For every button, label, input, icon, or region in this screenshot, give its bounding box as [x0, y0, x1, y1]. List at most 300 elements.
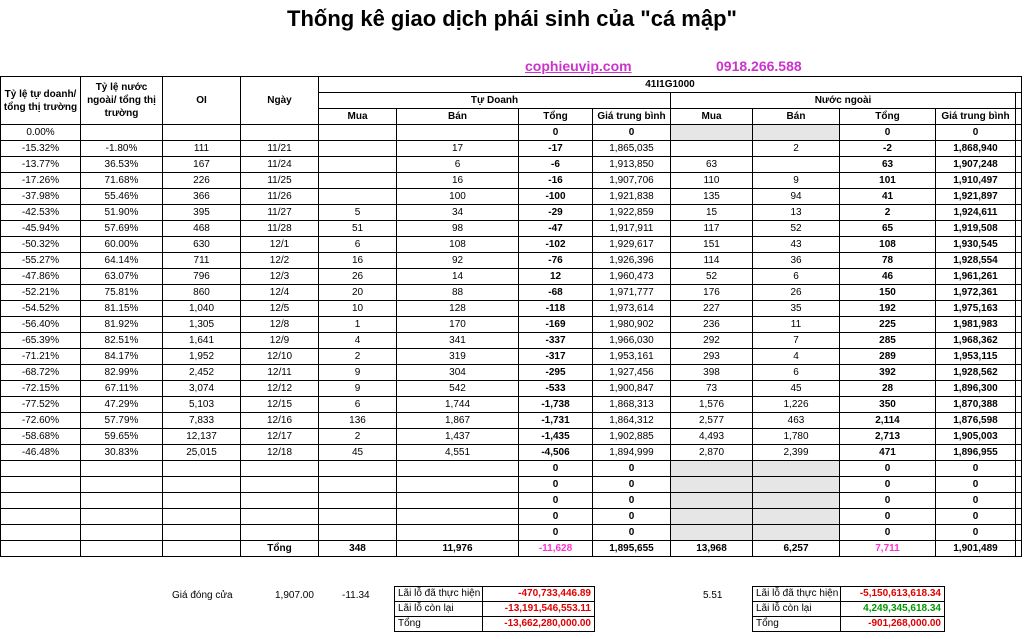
cell-nn-gia: 1,921,897 — [936, 189, 1016, 205]
cell-oi: 1,305 — [163, 317, 241, 333]
cell-td-gia: 1,966,030 — [593, 333, 671, 349]
total-row — [1, 541, 1022, 557]
cell-tu-doanh-ratio: -77.52% — [1, 397, 81, 413]
cell-td-tong: -76 — [519, 253, 593, 269]
table-row — [1, 237, 1022, 253]
table-row — [1, 317, 1022, 333]
cell-nn-ban: 1,226 — [753, 397, 840, 413]
cell-td-gia: 1,917,911 — [593, 221, 671, 237]
total-td-ban: 11,976 — [397, 541, 519, 557]
cell-oi: 395 — [163, 205, 241, 221]
table-row-initial: 0.00% 0 0 0 0 — [1, 125, 1022, 141]
cell-nuoc-ngoai-ratio: 47.29% — [81, 397, 163, 413]
table-row — [1, 173, 1022, 189]
cell-nn-ban: 7 — [753, 333, 840, 349]
cell-nn-ban: 13 — [753, 205, 840, 221]
cell-nn-mua: 176 — [671, 285, 753, 301]
header-td-ban: Bán — [397, 109, 519, 125]
cell-nn-tong: 63 — [840, 157, 936, 173]
cell-nn-ban: 36 — [753, 253, 840, 269]
total-nn-mua: 13,968 — [671, 541, 753, 557]
cell-nn-gia: 0 — [936, 461, 1016, 477]
cell-nn-mua: 135 — [671, 189, 753, 205]
cell-nn-mua: 73 — [671, 381, 753, 397]
cell-nuoc-ngoai-ratio: 75.81% — [81, 285, 163, 301]
cell-td-gia: 1,980,902 — [593, 317, 671, 333]
cell-nn-tong: 289 — [840, 349, 936, 365]
cell-td-gia: 1,960,473 — [593, 269, 671, 285]
cell-date: 12/12 — [241, 381, 319, 397]
cell-nn-ban: 2,399 — [753, 445, 840, 461]
cell-nn-ban: 45 — [753, 381, 840, 397]
table-row — [1, 429, 1022, 445]
cell-td-tong: -317 — [519, 349, 593, 365]
cell-oi: 366 — [163, 189, 241, 205]
cell-nn-tong: 0 — [840, 461, 936, 477]
table-row — [1, 333, 1022, 349]
header-nn-gia: Giá trung bình — [936, 109, 1016, 125]
cell-nn-tong: 101 — [840, 173, 936, 189]
cell-td-ban: 98 — [397, 221, 519, 237]
cell-nn-mua: 398 — [671, 365, 753, 381]
cell-nn-mua: 292 — [671, 333, 753, 349]
cell-tu-doanh-ratio: -54.52% — [1, 301, 81, 317]
cell-date: 12/11 — [241, 365, 319, 381]
cell-nn-tong: 41 — [840, 189, 936, 205]
cell-td-mua: 16 — [319, 253, 397, 269]
cell-tu-doanh-ratio: -37.98% — [1, 189, 81, 205]
cell-tu-doanh-ratio: -45.94% — [1, 221, 81, 237]
header-ngay: Ngày — [241, 77, 319, 125]
cell-nuoc-ngoai-ratio: 51.90% — [81, 205, 163, 221]
cell-nn-gia: 1,919,508 — [936, 221, 1016, 237]
cell-td-mua: 1 — [319, 317, 397, 333]
cell-date: 11/25 — [241, 173, 319, 189]
cell-nn-mua: 2,577 — [671, 413, 753, 429]
td-pnl-table: Lãi lỗ đã thực hiện -470,733,446.89 Lãi lỗ còn lại -13,191,546,553.11 Tổng -13,662,280,000.00 — [394, 586, 595, 632]
cell-td-ban: 170 — [397, 317, 519, 333]
cell-nn-gia: 1,928,562 — [936, 365, 1016, 381]
table-row-empty — [1, 461, 1022, 477]
cell-oi: 25,015 — [163, 445, 241, 461]
cell-nn-ban: 2 — [753, 141, 840, 157]
cell-tu-doanh-ratio: -13.77% — [1, 157, 81, 173]
table-row — [1, 269, 1022, 285]
cell-td-tong: -17 — [519, 141, 593, 157]
cell-nn-gia: 1,870,388 — [936, 397, 1016, 413]
header-ty-le-nuoc-ngoai: Tỷ lệ nước ngoài/ tổng thị trường — [81, 77, 163, 125]
cell-nuoc-ngoai-ratio: 82.51% — [81, 333, 163, 349]
cell-nuoc-ngoai-ratio: 84.17% — [81, 349, 163, 365]
cell-oi: 2,452 — [163, 365, 241, 381]
cell-td-tong: -1,731 — [519, 413, 593, 429]
cell-td-gia: 1,927,456 — [593, 365, 671, 381]
cell-td-gia: 1,929,617 — [593, 237, 671, 253]
table-row — [1, 157, 1022, 173]
cell-td-mua: 2 — [319, 349, 397, 365]
cell-nuoc-ngoai-ratio: 30.83% — [81, 445, 163, 461]
cell-td-gia: 1,902,885 — [593, 429, 671, 445]
cell-nn-gia: 1,981,983 — [936, 317, 1016, 333]
table-row — [1, 205, 1022, 221]
cell-nn-tong: 2,713 — [840, 429, 936, 445]
cell-nuoc-ngoai-ratio: 57.79% — [81, 413, 163, 429]
cell-td-ban: 88 — [397, 285, 519, 301]
cell-oi: 7,833 — [163, 413, 241, 429]
cell-date: 12/15 — [241, 397, 319, 413]
cell-nuoc-ngoai-ratio: 71.68% — [81, 173, 163, 189]
site-link[interactable]: cophieuvip.com — [525, 58, 632, 74]
cell-nn-gia: 1,876,598 — [936, 413, 1016, 429]
td-realized: -470,733,446.89 — [483, 587, 595, 602]
cell-td-gia: 0 — [593, 493, 671, 509]
cell-td-ban: 92 — [397, 253, 519, 269]
header-td-tong: Tổng — [519, 109, 593, 125]
cell-date: 11/24 — [241, 157, 319, 173]
table-row — [1, 189, 1022, 205]
cell-td-tong: -337 — [519, 333, 593, 349]
cell-td-mua: 51 — [319, 221, 397, 237]
cell-td-mua — [319, 141, 397, 157]
table-row — [1, 397, 1022, 413]
data-table — [0, 76, 1022, 557]
cell-td-mua: 20 — [319, 285, 397, 301]
cell-td-gia: 1,894,999 — [593, 445, 671, 461]
table-row — [1, 381, 1022, 397]
total-nn-tong: 7,711 — [840, 541, 936, 557]
cell-nn-mua: 110 — [671, 173, 753, 189]
cell-td-gia: 1,926,396 — [593, 253, 671, 269]
cell-td-tong: -68 — [519, 285, 593, 301]
cell-td-mua: 6 — [319, 397, 397, 413]
cell-nn-ban — [753, 157, 840, 173]
cell-nn-mua: 293 — [671, 349, 753, 365]
cell-td-gia: 0 — [593, 461, 671, 477]
total-td-tong: -11,628 — [519, 541, 593, 557]
cell-date: 12/3 — [241, 269, 319, 285]
table-row — [1, 365, 1022, 381]
cell-nn-mua: 227 — [671, 301, 753, 317]
cell-td-ban: 341 — [397, 333, 519, 349]
cell-td-ban: 1,867 — [397, 413, 519, 429]
cell-td-gia: 1,973,614 — [593, 301, 671, 317]
cell-tu-doanh-ratio: -72.15% — [1, 381, 81, 397]
cell-nn-tong: 0 — [840, 477, 936, 493]
cell-nn-mua: 52 — [671, 269, 753, 285]
cell-tu-doanh-ratio: -50.32% — [1, 237, 81, 253]
cell-nn-gia: 1,924,611 — [936, 205, 1016, 221]
cell-oi: 3,074 — [163, 381, 241, 397]
table-row-empty — [1, 525, 1022, 541]
cell-tu-doanh-ratio: -47.86% — [1, 269, 81, 285]
cell-nn-mua: 236 — [671, 317, 753, 333]
table-row — [1, 349, 1022, 365]
header-nn-ban: Bán — [753, 109, 840, 125]
cell-oi: 796 — [163, 269, 241, 285]
nn-pnl-table: Lãi lỗ đã thực hiện -5,150,613,618.34 Lãi lỗ còn lại 4,249,345,618.34 Tổng -901,268,000.00 — [752, 586, 945, 632]
td-diff: -11.34 — [342, 590, 370, 601]
table-row — [1, 301, 1022, 317]
cell-nn-tong: 350 — [840, 397, 936, 413]
table-row — [1, 285, 1022, 301]
header-contract: 41I1G1000 — [319, 77, 1022, 93]
cell-nn-gia: 1,896,955 — [936, 445, 1016, 461]
td-total: -13,662,280,000.00 — [483, 617, 595, 632]
cell-nn-gia: 1,868,940 — [936, 141, 1016, 157]
cell-nn-ban: 26 — [753, 285, 840, 301]
cell-td-mua: 10 — [319, 301, 397, 317]
cell-nn-tong: 0 — [840, 509, 936, 525]
cell-tu-doanh-ratio: -52.21% — [1, 285, 81, 301]
cell-nn-ban: 35 — [753, 301, 840, 317]
cell-nn-gia: 0 — [936, 477, 1016, 493]
cell-td-ban: 100 — [397, 189, 519, 205]
header-ty-le-tu-doanh: Tỷ lệ tự doanh/ tổng thị trường — [1, 77, 81, 125]
cell-td-tong: -4,506 — [519, 445, 593, 461]
cell-td-gia: 1,953,161 — [593, 349, 671, 365]
cell-nn-mua: 2,870 — [671, 445, 753, 461]
cell-tu-doanh-ratio: -72.60% — [1, 413, 81, 429]
cell-nn-ban: 94 — [753, 189, 840, 205]
cell-td-ban: 304 — [397, 365, 519, 381]
cell-nn-ban: 1,780 — [753, 429, 840, 445]
cell-date: 11/21 — [241, 141, 319, 157]
cell-nn-mua — [671, 141, 753, 157]
cell-td-tong: -29 — [519, 205, 593, 221]
cell-oi: 226 — [163, 173, 241, 189]
cell-td-tong: -1,435 — [519, 429, 593, 445]
cell-oi: 111 — [163, 141, 241, 157]
cell-td-tong: 0 — [519, 493, 593, 509]
table-row — [1, 413, 1022, 429]
cell-td-mua: 6 — [319, 237, 397, 253]
cell-nuoc-ngoai-ratio: 60.00% — [81, 237, 163, 253]
cell-nuoc-ngoai-ratio: 63.07% — [81, 269, 163, 285]
td-remaining: -13,191,546,553.11 — [483, 602, 595, 617]
cell-nuoc-ngoai-ratio: 82.99% — [81, 365, 163, 381]
cell-td-tong: -16 — [519, 173, 593, 189]
cell-nuoc-ngoai-ratio: 55.46% — [81, 189, 163, 205]
cell-date: 12/16 — [241, 413, 319, 429]
header-td-mua: Mua — [319, 109, 397, 125]
cell-oi: 630 — [163, 237, 241, 253]
cell-nn-mua: 4,493 — [671, 429, 753, 445]
total-nn-ban: 6,257 — [753, 541, 840, 557]
cell-nuoc-ngoai-ratio: 81.92% — [81, 317, 163, 333]
cell-td-gia: 1,900,847 — [593, 381, 671, 397]
table-row — [1, 221, 1022, 237]
cell-date: 12/10 — [241, 349, 319, 365]
cell-nn-gia: 1,972,361 — [936, 285, 1016, 301]
cell-nn-mua: 151 — [671, 237, 753, 253]
cell-tu-doanh-ratio: -55.27% — [1, 253, 81, 269]
table-row-empty — [1, 493, 1022, 509]
cell-date: 12/9 — [241, 333, 319, 349]
table-row — [1, 253, 1022, 269]
cell-nn-tong: 285 — [840, 333, 936, 349]
cell-td-ban: 1,437 — [397, 429, 519, 445]
cell-nn-tong: -2 — [840, 141, 936, 157]
cell-td-tong: 0 — [519, 461, 593, 477]
nn-remaining: 4,249,345,618.34 — [841, 602, 945, 617]
cell-date: 12/2 — [241, 253, 319, 269]
close-price-label: Giá đóng cửa — [172, 590, 233, 601]
cell-nn-mua: 1,576 — [671, 397, 753, 413]
cell-td-tong: 12 — [519, 269, 593, 285]
cell-nuoc-ngoai-ratio: -1.80% — [81, 141, 163, 157]
cell-td-gia: 1,922,859 — [593, 205, 671, 221]
cell-nuoc-ngoai-ratio: 64.14% — [81, 253, 163, 269]
cell-nn-gia: 1,968,362 — [936, 333, 1016, 349]
cell-nuoc-ngoai-ratio: 67.11% — [81, 381, 163, 397]
cell-nn-tong: 392 — [840, 365, 936, 381]
cell-td-mua: 45 — [319, 445, 397, 461]
cell-tu-doanh-ratio: -46.48% — [1, 445, 81, 461]
cell-nn-gia: 0 — [936, 525, 1016, 541]
cell-nn-gia: 1,928,554 — [936, 253, 1016, 269]
cell-nn-ban: 9 — [753, 173, 840, 189]
cell-nn-gia: 0 — [936, 509, 1016, 525]
total-label: Tổng — [241, 541, 319, 557]
cell-td-mua — [319, 157, 397, 173]
cell-date: 12/5 — [241, 301, 319, 317]
cell-oi: 1,641 — [163, 333, 241, 349]
cell-date: 11/26 — [241, 189, 319, 205]
cell-td-tong: -118 — [519, 301, 593, 317]
cell-nn-mua: 114 — [671, 253, 753, 269]
cell-oi: 711 — [163, 253, 241, 269]
cell-td-mua: 26 — [319, 269, 397, 285]
total-td-gia: 1,895,655 — [593, 541, 671, 557]
cell-nn-tong: 150 — [840, 285, 936, 301]
cell-tu-doanh-ratio: -65.39% — [1, 333, 81, 349]
cell-td-mua: 9 — [319, 365, 397, 381]
cell-nn-gia: 1,961,261 — [936, 269, 1016, 285]
cell-date: 12/17 — [241, 429, 319, 445]
header-nn-mua: Mua — [671, 109, 753, 125]
cell-nn-tong: 108 — [840, 237, 936, 253]
table-row-empty — [1, 477, 1022, 493]
cell-nuoc-ngoai-ratio: 81.15% — [81, 301, 163, 317]
cell-td-tong: -295 — [519, 365, 593, 381]
cell-nn-ban: 52 — [753, 221, 840, 237]
cell-td-tong: -102 — [519, 237, 593, 253]
cell-nn-tong: 471 — [840, 445, 936, 461]
cell-nn-ban: 4 — [753, 349, 840, 365]
cell-td-ban: 542 — [397, 381, 519, 397]
cell-td-gia: 1,865,035 — [593, 141, 671, 157]
cell-nuoc-ngoai-ratio: 59.65% — [81, 429, 163, 445]
cell-td-tong: 0 — [519, 477, 593, 493]
cell-nn-ban: 463 — [753, 413, 840, 429]
cell-tu-doanh-ratio: -68.72% — [1, 365, 81, 381]
cell-tu-doanh-ratio: -15.32% — [1, 141, 81, 157]
cell-tu-doanh-ratio: -58.68% — [1, 429, 81, 445]
cell-td-ban: 16 — [397, 173, 519, 189]
cell-nn-ban: 11 — [753, 317, 840, 333]
nn-realized: -5,150,613,618.34 — [841, 587, 945, 602]
cell-tu-doanh-ratio: -17.26% — [1, 173, 81, 189]
cell-td-ban: 128 — [397, 301, 519, 317]
cell-date: 11/28 — [241, 221, 319, 237]
cell-nn-ban: 43 — [753, 237, 840, 253]
table-row — [1, 141, 1022, 157]
cell-nuoc-ngoai-ratio: 57.69% — [81, 221, 163, 237]
total-nn-gia: 1,901,489 — [936, 541, 1016, 557]
cell-nn-tong: 225 — [840, 317, 936, 333]
header-td-gia: Giá trung bình — [593, 109, 671, 125]
cell-td-ban: 1,744 — [397, 397, 519, 413]
cell-td-ban: 4,551 — [397, 445, 519, 461]
cell-td-ban: 14 — [397, 269, 519, 285]
cell-td-mua — [319, 189, 397, 205]
cell-nn-tong: 192 — [840, 301, 936, 317]
cell-td-tong: -533 — [519, 381, 593, 397]
cell-nn-tong: 0 — [840, 493, 936, 509]
cell-oi: 167 — [163, 157, 241, 173]
cell-td-tong: -100 — [519, 189, 593, 205]
cell-td-mua: 4 — [319, 333, 397, 349]
cell-td-tong: 0 — [519, 525, 593, 541]
cell-td-mua: 9 — [319, 381, 397, 397]
header-oi: OI — [163, 77, 241, 125]
cell-td-gia: 1,971,777 — [593, 285, 671, 301]
cell-td-gia: 0 — [593, 477, 671, 493]
cell-date: 12/4 — [241, 285, 319, 301]
table-row-empty — [1, 509, 1022, 525]
cell-td-gia: 1,864,312 — [593, 413, 671, 429]
phone-number: 0918.266.588 — [716, 58, 802, 74]
cell-td-gia: 0 — [593, 525, 671, 541]
cell-nn-gia: 1,896,300 — [936, 381, 1016, 397]
cell-date: 11/27 — [241, 205, 319, 221]
cell-oi: 860 — [163, 285, 241, 301]
nn-total: -901,268,000.00 — [841, 617, 945, 632]
cell-nn-ban: 6 — [753, 269, 840, 285]
close-price-value: 1,907.00 — [275, 590, 314, 601]
cell-td-tong: 0 — [519, 509, 593, 525]
cell-td-mua — [319, 173, 397, 189]
nn-diff: 5.51 — [703, 590, 723, 601]
cell-td-gia: 1,868,313 — [593, 397, 671, 413]
cell-nn-tong: 28 — [840, 381, 936, 397]
cell-nn-ban: 6 — [753, 365, 840, 381]
cell-nn-gia: 1,975,163 — [936, 301, 1016, 317]
cell-td-tong: -6 — [519, 157, 593, 173]
table-row — [1, 445, 1022, 461]
cell-nn-mua: 63 — [671, 157, 753, 173]
cell-nn-gia: 1,930,545 — [936, 237, 1016, 253]
cell-td-gia: 1,913,850 — [593, 157, 671, 173]
cell-td-ban: 6 — [397, 157, 519, 173]
cell-nn-mua: 15 — [671, 205, 753, 221]
cell-td-mua: 5 — [319, 205, 397, 221]
cell-nn-gia: 0 — [936, 493, 1016, 509]
cell-td-gia: 1,907,706 — [593, 173, 671, 189]
cell-nn-tong: 46 — [840, 269, 936, 285]
cell-nuoc-ngoai-ratio: 36.53% — [81, 157, 163, 173]
cell-tu-doanh-ratio: -42.53% — [1, 205, 81, 221]
header-nn-tong: Tổng — [840, 109, 936, 125]
cell-tu-doanh-ratio: -56.40% — [1, 317, 81, 333]
header-nuoc-ngoai: Nước ngoài — [671, 93, 1016, 109]
header-tu-doanh: Tự Doanh — [319, 93, 671, 109]
cell-td-tong: -169 — [519, 317, 593, 333]
cell-oi: 1,952 — [163, 349, 241, 365]
cell-nn-tong: 78 — [840, 253, 936, 269]
cell-td-gia: 0 — [593, 509, 671, 525]
cell-td-mua: 2 — [319, 429, 397, 445]
